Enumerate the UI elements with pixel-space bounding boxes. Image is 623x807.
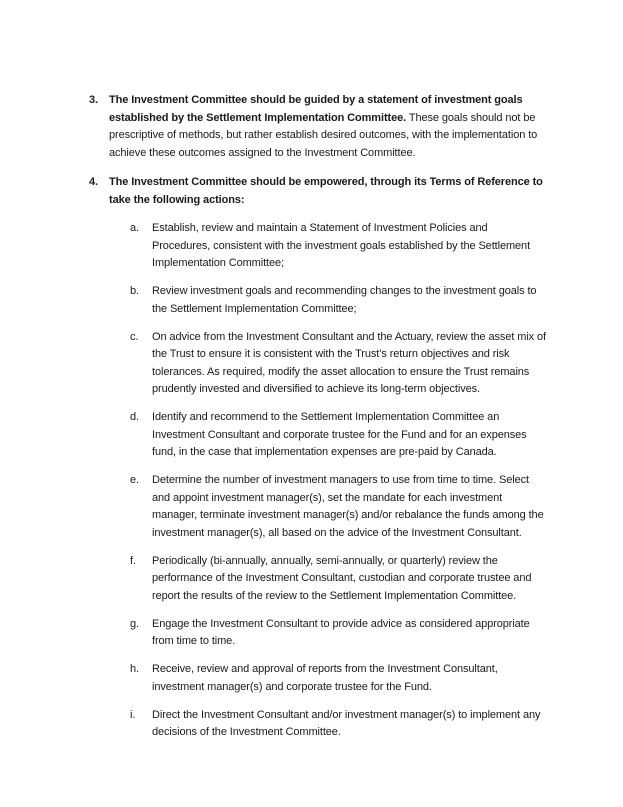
- sub-item-text: Receive, review and approval of reports from the Investment Consultant, investment manager(s) and corporate trustee for the Fund.: [152, 663, 498, 693]
- item-number: 4.: [89, 176, 98, 188]
- item-text: [109, 92, 561, 162]
- item-body: [109, 92, 561, 162]
- sub-list-item: [130, 661, 561, 696]
- sub-item-letter: f.: [130, 554, 136, 567]
- sub-list-item: [130, 616, 561, 651]
- sub-list-item: [130, 553, 561, 606]
- sub-item-text: Periodically (bi-annually, annually, semi-annually, or quarterly) review the performance of the Investment Consultant, custodian and corporate trustee and report the results of the review to the Settlement Implementation Committee.: [152, 554, 532, 602]
- sub-list: [130, 220, 561, 742]
- sub-item-letter: h.: [130, 663, 139, 675]
- item-regular-text: These goals should not be prescriptive of methods, but rather establish desired outcomes, with the implementation to achieve these outcomes assigned to the Investment Committee.: [109, 111, 538, 159]
- sub-item-letter: b.: [130, 285, 139, 297]
- sub-list-item: [130, 283, 561, 318]
- document-content: [89, 92, 569, 754]
- sub-list-item: [130, 329, 561, 399]
- sub-item-letter: a.: [130, 222, 139, 234]
- sub-item-text: On advice from the Investment Consultant and the Actuary, review the asset mix of the Trust to ensure it is consistent with the Trust’s return objectives and risk tolerances. As required, modify the asset allocation to ensure the Trust remains prudently invested and diversified to achieve its long-term objectives.: [152, 330, 547, 395]
- numbered-list: [89, 92, 569, 742]
- sub-list-item: [130, 707, 561, 742]
- sub-item-text: Direct the Investment Consultant and/or investment manager(s) to implement any decisions of the Investment Committee.: [152, 708, 541, 738]
- item-number: 3.: [89, 94, 98, 106]
- sub-list-item: [130, 472, 561, 542]
- sub-item-letter: g.: [130, 617, 139, 630]
- sub-item-letter: c.: [130, 330, 139, 343]
- sub-list-item: [130, 409, 561, 462]
- sub-item-text: Establish, review and maintain a Statement of Investment Policies and Procedures, consistent with the investment goals established by the Settlement Implementation Committee;: [152, 222, 531, 269]
- sub-item-text: Identify and recommend to the Settlement Implementation Committee an Investment Consultant and corporate trustee for the Fund and for an expenses fund, in the case that implementation expenses are pre-paid by Canada.: [152, 411, 527, 458]
- sub-item-letter: e.: [130, 474, 139, 486]
- sub-list-item: [130, 220, 561, 273]
- sub-item-letter: d.: [130, 411, 139, 423]
- item-body: [109, 174, 561, 742]
- item-text: [109, 174, 561, 209]
- item-bold-text: The Investment Committee should be empowered, through its Terms of Reference to take the following actions:: [109, 176, 543, 206]
- sub-item-text: Determine the number of investment managers to use from time to time. Select and appoint investment manager(s), set the mandate for each investment manager, terminate investment manager(s) and/or rebalance the funds among the investment manager(s), all based on the advice of the Investment Consultant.: [152, 474, 544, 539]
- sub-item-text: Review investment goals and recommending changes to the investment goals to the Settlement Implementation Committee;: [152, 285, 537, 315]
- sub-item-text: Engage the Investment Consultant to provide advice as considered appropriate from time to time.: [152, 617, 530, 647]
- item-bold-text: The Investment Committee should be guided by a statement of investment goals established by the Settlement Implementation Committee.: [109, 94, 523, 124]
- list-item: [89, 92, 569, 162]
- sub-item-letter: i.: [130, 708, 136, 721]
- list-item: [89, 174, 569, 742]
